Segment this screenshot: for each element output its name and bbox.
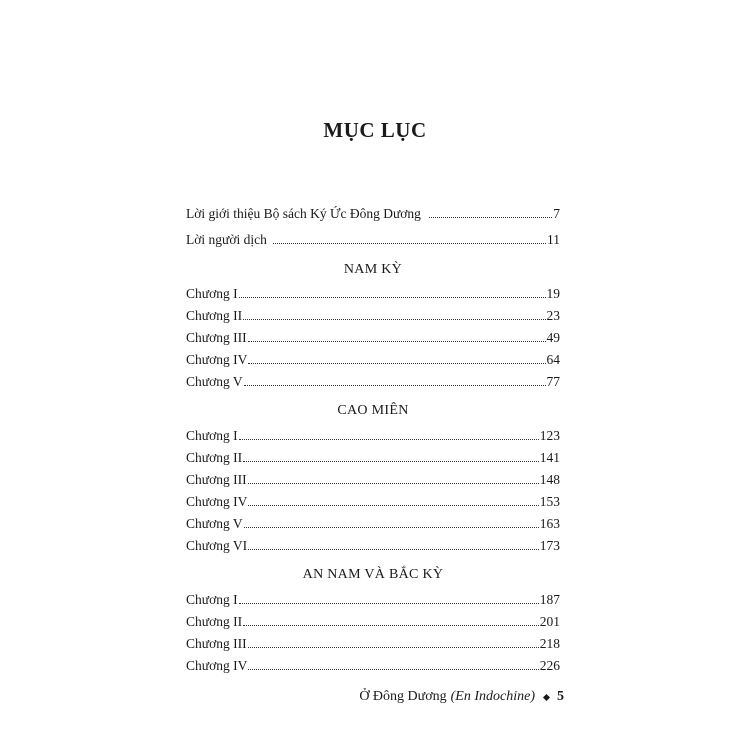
toc-entry-page: 23: [546, 308, 560, 323]
toc-entry: [186, 350, 560, 368]
toc-entry-label: Chương IV: [186, 658, 248, 673]
leader-dots: [244, 527, 539, 528]
toc-entry-page: 123: [539, 428, 560, 443]
toc-entry-label: Chương VI: [186, 538, 248, 553]
footer-original-title: (En Indochine): [450, 689, 535, 704]
toc-entry: [186, 470, 560, 488]
toc-entry-page: 49: [546, 330, 560, 345]
footer-page-number: 5: [557, 689, 564, 704]
toc-entry-page: 77: [546, 374, 560, 389]
toc-entry-page: 148: [539, 472, 560, 487]
toc-entry-label: Chương III: [186, 472, 247, 487]
toc-entry-page: 19: [546, 286, 560, 301]
leader-dots: [248, 549, 539, 550]
toc-entry: [186, 426, 560, 444]
toc-entry: [186, 328, 560, 346]
toc-entry-label: Chương II: [186, 450, 243, 465]
toc-entry-page: 153: [539, 494, 560, 509]
leader-dots: [248, 341, 546, 342]
toc-entry-label: Lời người dịch: [186, 232, 267, 247]
toc-entry-page: 201: [539, 614, 560, 629]
toc-entry-label: Chương V: [186, 374, 243, 389]
toc-entry-label: Chương III: [186, 330, 247, 345]
section-heading-cao-mien: CAO MIÊN: [337, 403, 409, 418]
toc-entry: [186, 514, 560, 532]
toc-entry-page: 218: [539, 636, 560, 651]
leader-dots: [429, 217, 552, 218]
toc-entry-page: 64: [546, 352, 560, 367]
toc-entry-label: Chương IV: [186, 494, 248, 509]
leader-dots: [248, 483, 539, 484]
toc-entry-label: Chương V: [186, 516, 243, 531]
toc-entry-label: Chương III: [186, 636, 247, 651]
footer-book-title: Ở Đông Dương: [359, 689, 447, 704]
page-title: MỤC LỤC: [323, 118, 427, 142]
leader-dots: [244, 385, 546, 386]
toc-entry-label: Chương II: [186, 614, 243, 629]
toc-entry-page: 7: [553, 206, 560, 221]
toc-entry-page: 11: [547, 232, 560, 247]
leader-dots: [248, 363, 545, 364]
toc-entry-label: Chương IV: [186, 352, 248, 367]
leader-dots: [239, 603, 539, 604]
leader-dots: [248, 669, 538, 670]
toc-entry: [186, 590, 560, 608]
toc-entry-page: 187: [539, 592, 560, 607]
section-heading-an-nam-bac-ky: AN NAM VÀ BẮC KỲ: [302, 567, 444, 582]
toc-entry: [186, 634, 560, 652]
toc-entry: [186, 284, 560, 302]
toc-entry: [186, 536, 560, 554]
leader-dots: [243, 625, 539, 626]
leader-dots: [243, 461, 539, 462]
toc-entry-page: 163: [539, 516, 560, 531]
toc-entry-translator: [186, 230, 560, 248]
toc-entry-label: Chương II: [186, 308, 243, 323]
leader-dots: [248, 647, 539, 648]
diamond-icon: [543, 693, 550, 700]
toc-entry-label: Chương I: [186, 286, 238, 301]
toc-entry-intro: [186, 204, 560, 222]
toc-entry-label: Lời giới thiệu Bộ sách Ký Ức Đông Dương: [186, 206, 421, 221]
toc-entry: [186, 612, 560, 630]
leader-dots: [239, 297, 546, 298]
leader-dots: [239, 439, 539, 440]
toc-entry: [186, 656, 560, 674]
toc-entry-page: 141: [539, 450, 560, 465]
toc-entry: [186, 306, 560, 324]
toc-entry-label: Chương I: [186, 428, 238, 443]
toc-entry-page: 226: [539, 658, 560, 673]
section-heading-nam-ky: NAM KỲ: [343, 262, 403, 277]
leader-dots: [243, 319, 545, 320]
toc-entry: [186, 448, 560, 466]
toc-entry: [186, 492, 560, 510]
running-footer: [359, 689, 564, 705]
leader-dots: [273, 243, 546, 244]
leader-dots: [248, 505, 538, 506]
toc-entry: [186, 372, 560, 390]
toc-entry-label: Chương I: [186, 592, 238, 607]
toc-entry-page: 173: [539, 538, 560, 553]
